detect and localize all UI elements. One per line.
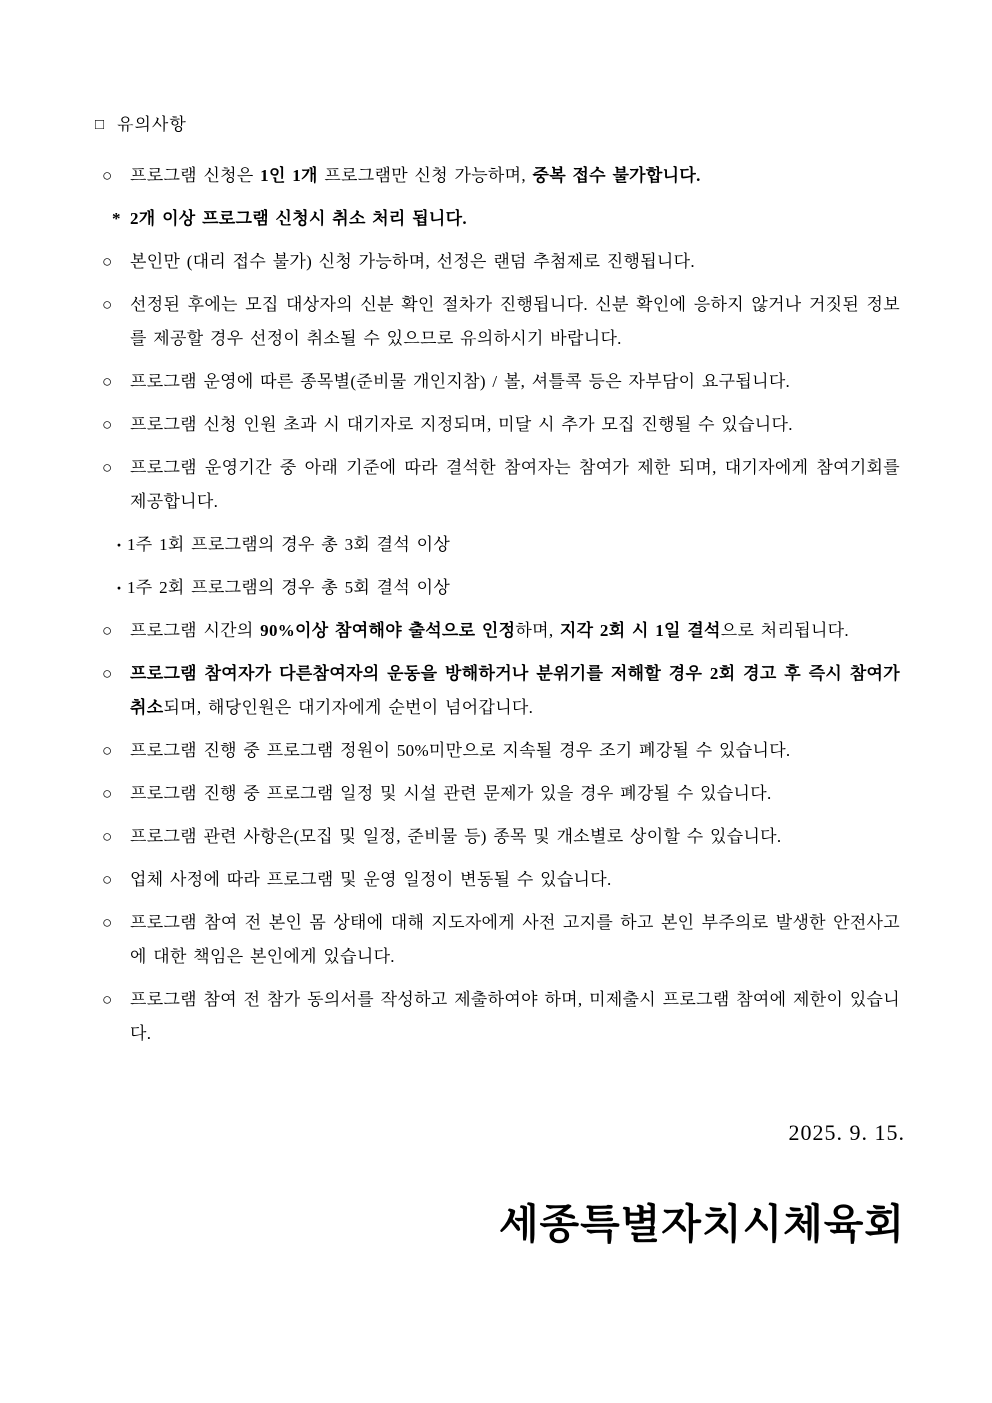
circle-bullet-icon: ○ (102, 827, 113, 846)
notice-item-text: 프로그램 참여자가 다른참여자의 운동을 방해하거나 분위기를 저해할 경우 2회 경고 후 즉시 참여가 취소되며, 해당인원은 대기자에게 순번이 넘어갑니다. (130, 664, 900, 717)
document-date: 2025. 9. 15. (788, 1120, 905, 1145)
circle-bullet-icon: ○ (102, 784, 113, 803)
star-bullet-icon: * (112, 209, 121, 228)
notice-item (95, 408, 900, 442)
circle-bullet-icon: ○ (102, 913, 113, 932)
circle-bullet-icon: ○ (102, 990, 113, 1009)
notice-item (95, 245, 900, 279)
circle-bullet-icon: ○ (102, 372, 113, 391)
dot-bullet-icon: · (116, 535, 123, 555)
notice-item-text: 프로그램 운영기간 중 아래 기준에 따라 결석한 참여자는 참여가 제한 되며, 대기자에게 참여기회를 제공합니다. (130, 458, 900, 511)
circle-bullet-icon: ○ (102, 415, 113, 434)
notice-item (95, 451, 900, 519)
circle-bullet-icon: ○ (102, 741, 113, 760)
notice-item (95, 288, 900, 356)
notice-item (95, 528, 900, 562)
section-title: 유의사항 (117, 115, 187, 134)
notice-item (95, 159, 900, 193)
notice-item (95, 983, 900, 1051)
notice-item-text: 업체 사정에 따라 프로그램 및 운영 일정이 변동될 수 있습니다. (130, 870, 612, 889)
notice-content (95, 112, 900, 1060)
notice-list (95, 159, 900, 1051)
notice-item (95, 614, 900, 648)
notice-item-text: 프로그램 신청은 1인 1개 프로그램만 신청 가능하며, 중복 접수 불가합니다. (130, 166, 701, 185)
circle-bullet-icon: ○ (102, 870, 113, 889)
square-bullet-icon: □ (95, 117, 106, 133)
notice-item (95, 820, 900, 854)
circle-bullet-icon: ○ (102, 621, 113, 640)
notice-item-text: 프로그램 신청 인원 초과 시 대기자로 지정되며, 미달 시 추가 모집 진행될 수 있습니다. (130, 415, 793, 434)
notice-item-text: 프로그램 관련 사항은(모집 및 일정, 준비물 등) 종목 및 개소별로 상이할 수 있습니다. (130, 827, 782, 846)
notice-item-text: 프로그램 진행 중 프로그램 정원이 50%미만으로 지속될 경우 조기 폐강될 수 있습니다. (130, 741, 791, 760)
section-header (95, 112, 900, 139)
notice-item (95, 777, 900, 811)
notice-item-text: 프로그램 진행 중 프로그램 일정 및 시설 관련 문제가 있을 경우 폐강될 수 있습니다. (130, 784, 772, 803)
notice-item-text: 2개 이상 프로그램 신청시 취소 처리 됩니다. (130, 209, 467, 228)
circle-bullet-icon: ○ (102, 458, 113, 477)
circle-bullet-icon: ○ (102, 295, 113, 314)
notice-item-text: 선정된 후에는 모집 대상자의 신분 확인 절차가 진행됩니다. 신분 확인에 응하지 않거나 거짓된 정보를 제공할 경우 선정이 취소될 수 있으므로 유의하시기 바랍니다. (130, 295, 900, 348)
organization-name: 세종특별자치시체육회 (498, 1201, 905, 1247)
notice-item (95, 202, 900, 236)
notice-item (95, 365, 900, 399)
circle-bullet-icon: ○ (102, 252, 113, 271)
circle-bullet-icon: ○ (102, 166, 113, 185)
notice-item-text: 프로그램 참여 전 본인 몸 상태에 대해 지도자에게 사전 고지를 하고 본인 부주의로 발생한 안전사고에 대한 책임은 본인에게 있습니다. (130, 913, 900, 966)
notice-item-text: 본인만 (대리 접수 불가) 신청 가능하며, 선정은 랜덤 추첨제로 진행됩니다. (130, 252, 695, 271)
notice-item-text: 1주 2회 프로그램의 경우 총 5회 결석 이상 (127, 578, 451, 597)
dot-bullet-icon: · (116, 578, 123, 598)
notice-item (95, 734, 900, 768)
notice-item-text: 프로그램 시간의 90%이상 참여해야 출석으로 인정하며, 지각 2회 시 1일 결석으로 처리됩니다. (130, 621, 849, 640)
notice-item (95, 571, 900, 605)
circle-bullet-icon: ○ (102, 664, 113, 683)
notice-item (95, 863, 900, 897)
notice-item-text: 1주 1회 프로그램의 경우 총 3회 결석 이상 (127, 535, 451, 554)
notice-item-text: 프로그램 참여 전 참가 동의서를 작성하고 제출하여야 하며, 미제출시 프로그램 참여에 제한이 있습니다. (130, 990, 901, 1043)
notice-item (95, 657, 900, 725)
notice-item (95, 906, 900, 974)
notice-item-text: 프로그램 운영에 따른 종목별(준비물 개인지참) / 볼, 셔틀콕 등은 자부담이 요구됩니다. (130, 372, 791, 391)
